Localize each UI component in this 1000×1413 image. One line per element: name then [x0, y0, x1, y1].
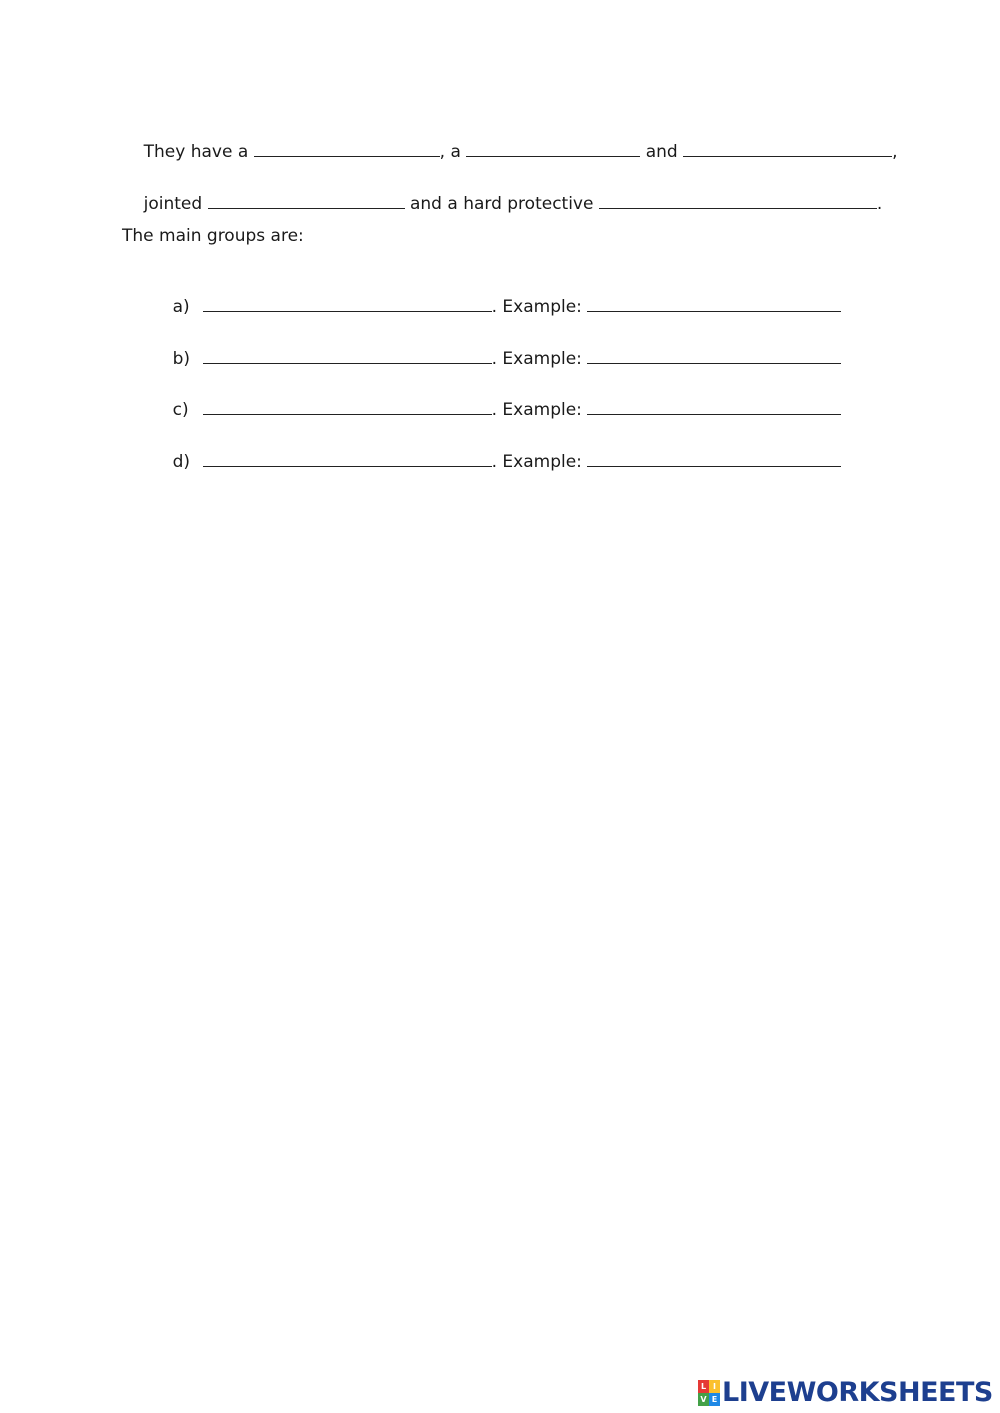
example-field[interactable]: [587, 362, 841, 364]
example-field[interactable]: [587, 310, 841, 312]
example-label: . Example:: [491, 297, 588, 317]
group-name-field[interactable]: [203, 413, 492, 415]
blank-field-1[interactable]: [254, 155, 440, 157]
sentence-text: jointed: [143, 194, 208, 214]
sentence-text: , a: [439, 142, 467, 162]
group-item-a: [151, 277, 841, 337]
logo-letter: V: [698, 1393, 709, 1406]
logo-text: LIVEWORKSHEETS: [722, 1377, 993, 1408]
sentence-2: [122, 174, 882, 234]
group-name-field[interactable]: [203, 310, 492, 312]
example-field[interactable]: [587, 413, 841, 415]
blank-field-4[interactable]: [208, 207, 405, 209]
group-name-field[interactable]: [203, 362, 492, 364]
sentence-text: ,: [892, 142, 898, 162]
sentence-text: and: [640, 142, 684, 162]
blank-field-2[interactable]: [466, 155, 640, 157]
example-field[interactable]: [587, 465, 841, 467]
blank-field-3[interactable]: [683, 155, 892, 157]
group-item-c: [151, 380, 841, 440]
sentence-text: They have a: [143, 142, 254, 162]
sentence-text: .: [876, 194, 883, 214]
group-label: b): [172, 349, 191, 369]
logo-letter: E: [709, 1393, 720, 1406]
group-label: c): [172, 400, 189, 420]
group-label: a): [172, 297, 190, 317]
group-label: d): [172, 452, 191, 472]
liveworksheets-logo: [698, 1377, 993, 1408]
example-label: . Example:: [491, 452, 588, 472]
example-label: . Example:: [491, 349, 588, 369]
group-item-d: [151, 432, 841, 492]
group-name-field[interactable]: [203, 465, 492, 467]
logo-letter: I: [709, 1380, 720, 1393]
sentence-1: [122, 122, 898, 182]
groups-intro: The main groups are:: [122, 226, 304, 246]
liveworksheets-icon: [698, 1380, 720, 1406]
blank-field-5[interactable]: [599, 207, 877, 209]
example-label: . Example:: [491, 400, 588, 420]
sentence-text: and a hard protective: [404, 194, 599, 214]
logo-letter: L: [698, 1380, 709, 1393]
